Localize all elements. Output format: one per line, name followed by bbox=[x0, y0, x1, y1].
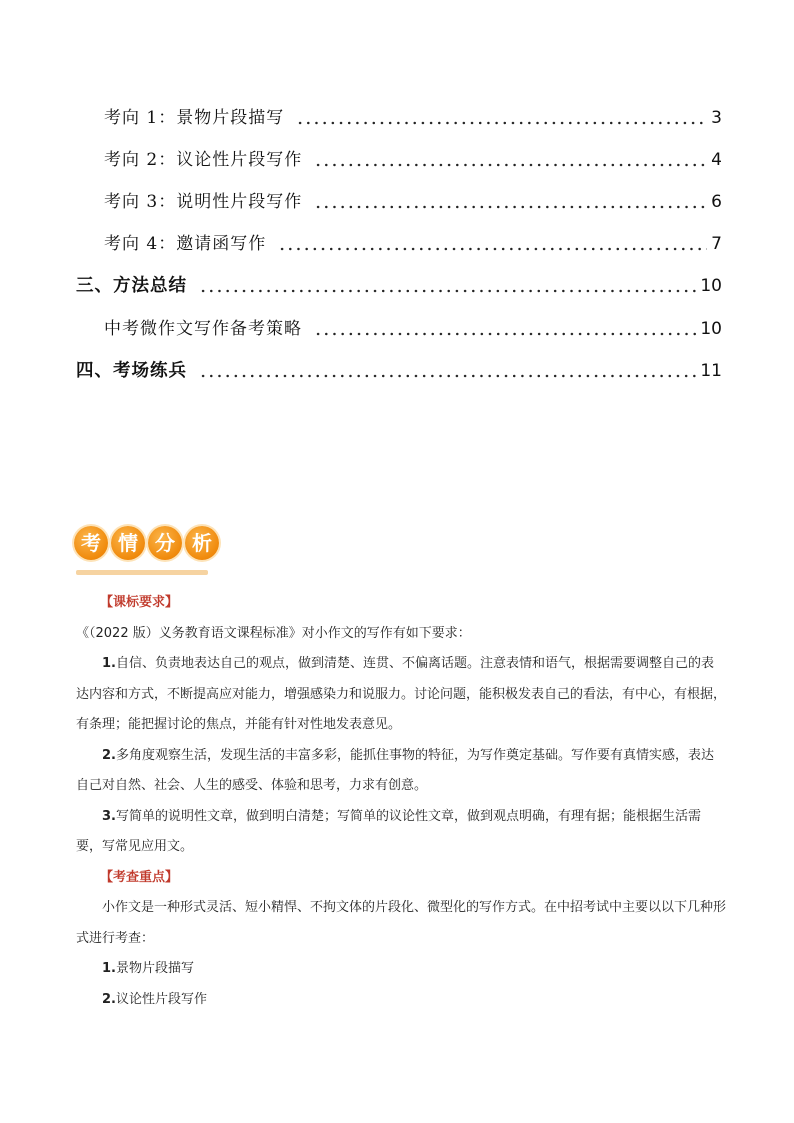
toc-entry-page: 7 bbox=[711, 234, 722, 254]
toc-leader-dots bbox=[314, 163, 707, 167]
toc-entry-label: 考向 3：说明性片段写作 bbox=[104, 192, 303, 212]
toc-entry-label: 考向 2：议论性片段写作 bbox=[104, 150, 303, 170]
main-content bbox=[76, 588, 726, 1015]
toc-entry[interactable] bbox=[104, 318, 722, 340]
list-item bbox=[76, 741, 726, 802]
toc-section-entry[interactable] bbox=[76, 275, 722, 297]
toc-entry[interactable] bbox=[104, 233, 722, 255]
banner-char-badge: 情 bbox=[111, 526, 145, 560]
toc-entry-label: 考向 1：景物片段描写 bbox=[104, 108, 285, 128]
banner-char-badge: 考 bbox=[74, 526, 108, 560]
toc-entry-label: 四、考场练兵 bbox=[76, 361, 187, 381]
toc-leader-dots bbox=[199, 289, 696, 293]
item-text: 议论性片段写作 bbox=[115, 991, 207, 1007]
item-number: 2. bbox=[102, 747, 116, 763]
item-number: 3. bbox=[102, 808, 116, 824]
toc-entry-page: 11 bbox=[700, 361, 722, 381]
banner-char-badge: 析 bbox=[185, 526, 219, 560]
section-tag: 【课标要求】 bbox=[100, 595, 179, 610]
banner-underline bbox=[76, 570, 208, 575]
toc-entry-page: 10 bbox=[700, 319, 722, 339]
list-item bbox=[76, 802, 726, 863]
list-item bbox=[76, 985, 726, 1016]
item-text: 写简单的说明性文章，做到明白清楚；写简单的议论性文章，做到观点明确，有理有据；能根据生活需要，写常见应用文。 bbox=[76, 808, 701, 854]
section-intro: 《（2022 版）义务教育语文课程标准》对小作文的写作有如下要求： bbox=[76, 625, 471, 641]
toc-entry-label: 中考微作文写作备考策略 bbox=[104, 319, 302, 339]
toc-entry-page: 10 bbox=[700, 276, 722, 296]
toc-entry-page: 3 bbox=[711, 108, 722, 128]
item-number: 2. bbox=[102, 991, 116, 1007]
toc-entry[interactable] bbox=[104, 191, 722, 213]
toc-section-entry[interactable] bbox=[76, 360, 722, 382]
toc-entry[interactable] bbox=[104, 149, 722, 171]
toc-leader-dots bbox=[278, 247, 707, 251]
toc-leader-dots bbox=[314, 332, 696, 336]
section-intro: 小作文是一种形式灵活、短小精悍、不拘文体的片段化、微型化的写作方式。在中招考试中主要以以下几种形式进行考查： bbox=[76, 900, 727, 946]
toc-entry-page: 6 bbox=[711, 192, 722, 212]
section-banner bbox=[74, 526, 234, 578]
toc-leader-dots bbox=[199, 374, 696, 378]
item-text: 多角度观察生活，发现生活的丰富多彩，能抓住事物的特征，为写作奠定基础。写作要有真情实感，表达自己对自然、社会、人生的感受、体验和思考，力求有创意。 bbox=[76, 747, 714, 793]
item-text: 自信、负责地表达自己的观点，做到清楚、连贯、不偏离话题。注意表情和语气，根据需要调整自己的表达内容和方式，不断提高应对能力，增强感染力和说服力。讨论问题，能积极发表自己的看法，有中心，有根据，有条理；能把握讨论的焦点，并能有针对性地发表意见。 bbox=[76, 656, 727, 732]
toc-entry-label: 三、方法总结 bbox=[76, 276, 187, 296]
section-tag: 【考查重点】 bbox=[100, 869, 179, 885]
list-item bbox=[76, 649, 726, 741]
toc-leader-dots bbox=[296, 121, 707, 125]
toc-entry[interactable] bbox=[104, 107, 722, 129]
item-number: 1. bbox=[102, 961, 116, 976]
banner-char-badge: 分 bbox=[148, 526, 182, 560]
item-text: 景物片段描写 bbox=[115, 961, 194, 976]
list-item bbox=[76, 954, 726, 985]
toc-entry-page: 4 bbox=[711, 150, 722, 170]
toc-entry-label: 考向 4：邀请函写作 bbox=[104, 234, 267, 254]
item-number: 1. bbox=[102, 656, 116, 671]
toc-leader-dots bbox=[314, 205, 707, 209]
